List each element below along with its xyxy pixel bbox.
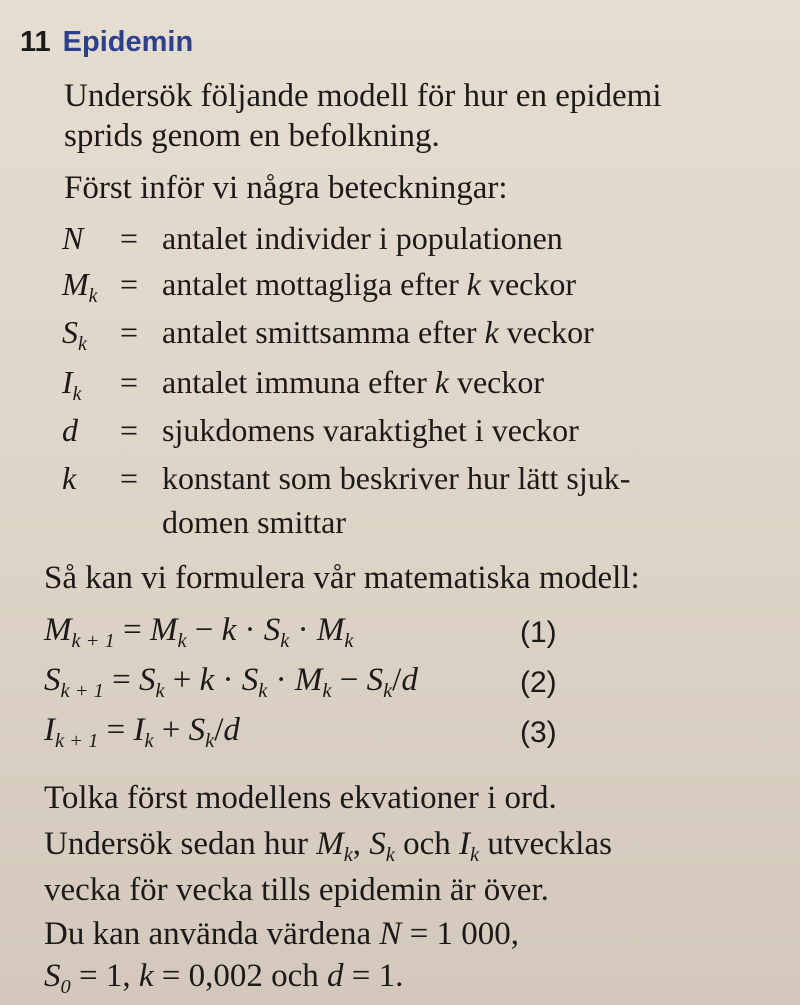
definition-symbol: k (62, 460, 77, 496)
definition-equals: = (120, 412, 139, 448)
textbook-page: 11 Epidemin Undersök följande modell för hur en epidemi sprids genom en befolkning. Först inför vi några beteckningar: N = antalet individer i populationen $M_k$ = antalet mottagliga efter k veckor $S_k$ = antalet smittsamma efter k veckor $I_k$ = antalet immuna efter k veckor d = sjukdomens varaktighet i veckor k = konstant som beskriver hur lätt sjuk- domen smittar Så kan vi formulera vår matematiska modell: $M_{k + 1} = M_k - k \cdot S_k \cdot M_k$ (1) $S_{k + 1} = S_k + k \cdot S_k \cdot M_k - S_k/d$ (2) $I_{k + 1} = I_k + S_k/d$ (3) Tolka först modellens ekvationer i ord. Undersök sedan hur $M_k$, $S_k$ och $I_k$ utvecklas vecka för vecka tills epidemin är över. Du kan använda värdena N = 1 000, $S_0 = 1$, k = 0,002 och d = 1. (20, 26, 662, 999)
formula-1: $M_{k + 1} = M_k - k \cdot S_k \cdot M_k$ (44, 612, 354, 653)
definition-equals: = (120, 220, 139, 256)
definition-text: konstant som beskriver hur lätt sjuk- (162, 460, 631, 496)
formula-2: $S_{k + 1} = S_k + k \cdot S_k \cdot M_k - S_k/d$ (44, 662, 418, 703)
task-line-1: Tolka först modellens ekvationer i ord. (44, 780, 557, 816)
exercise-number: 11 (20, 26, 51, 58)
definition-symbol: $S_k$ (62, 314, 87, 355)
definition-equals: = (120, 314, 139, 350)
task-line-2: Undersök sedan hur $M_k$, $S_k$ och $I_k$ utvecklas (44, 826, 612, 867)
task-line-4: Du kan använda värdena N = 1 000, (44, 916, 519, 952)
exercise-heading (20, 26, 193, 59)
formula-2-number: (2) (520, 666, 557, 699)
definition-text: antalet mottagliga efter k veckor (162, 266, 577, 302)
definition-equals: = (120, 364, 139, 400)
definition-text: sjukdomens varaktighet i veckor (162, 412, 579, 448)
intro-line-3: Först inför vi några beteckningar: (64, 170, 508, 206)
definition-text: antalet smittsamma efter k veckor (162, 314, 594, 350)
exercise-title: Epidemin (62, 26, 194, 58)
definition-symbol: $M_k$ (62, 266, 98, 307)
intro-line-1: Undersök följande modell för hur en epidemi (64, 78, 662, 114)
definition-text: antalet immuna efter k veckor (162, 364, 545, 400)
definition-symbol: $I_k$ (62, 364, 82, 405)
task-line-5: $S_0 = 1$, k = 0,002 och d = 1. (44, 958, 404, 999)
task-line-3: vecka för vecka tills epidemin är över. (44, 872, 549, 908)
definition-equals: = (120, 460, 139, 496)
formula-1-number: (1) (520, 616, 557, 649)
formula-3: $I_{k + 1} = I_k + S_k/d$ (44, 712, 240, 753)
model-intro: Så kan vi formulera vår matematiska modell: (44, 560, 640, 596)
definition-symbol: N (62, 220, 84, 256)
definition-symbol: d (62, 412, 78, 448)
definition-equals: = (120, 266, 139, 302)
definition-text: antalet individer i populationen (162, 220, 563, 256)
intro-line-2: sprids genom en befolkning. (64, 118, 440, 154)
formula-3-number: (3) (520, 716, 557, 749)
